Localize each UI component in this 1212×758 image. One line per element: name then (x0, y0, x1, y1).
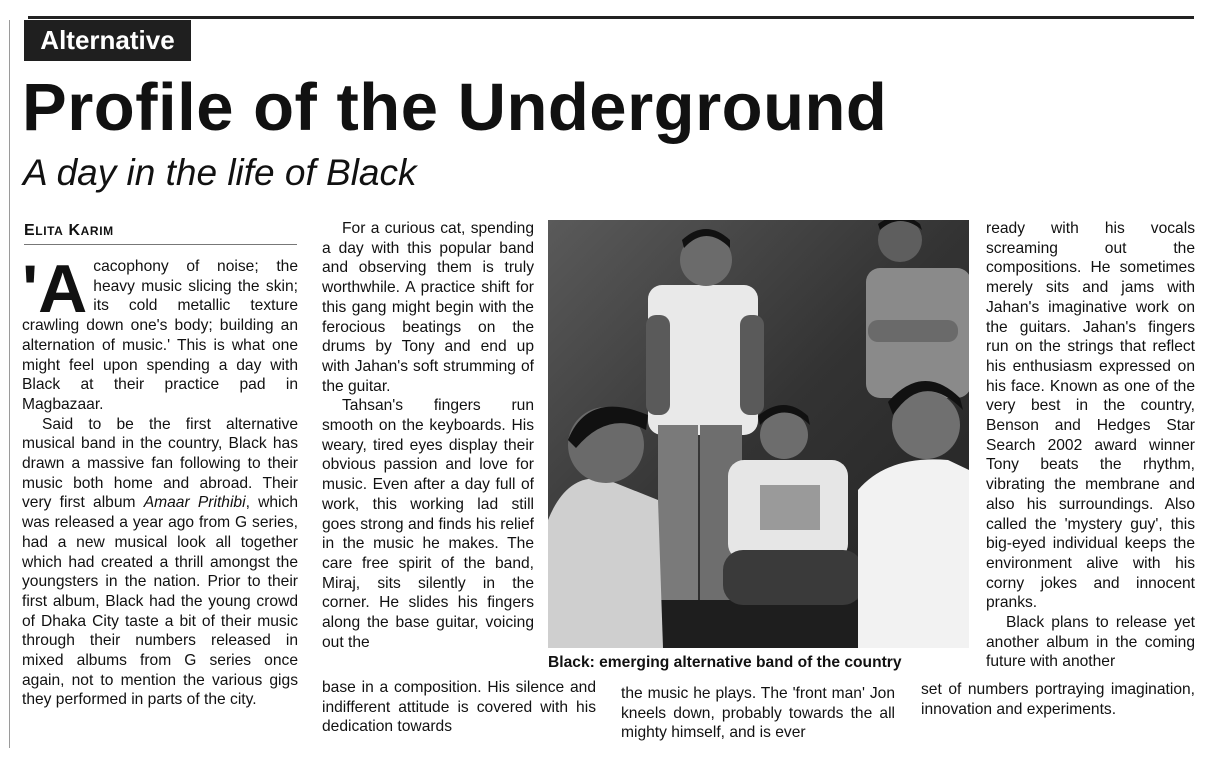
section-tag: Alternative (24, 20, 191, 61)
top-rule (28, 16, 1194, 19)
article-column-2 (322, 219, 534, 652)
paragraph-text: , which was released a year ago from G series, had a new musical look all together which had created a thrill amongst the youngsters in the nation. Prior to their first album, Black had the young crowd of Dhaka City taste a bit of their music through their numbers released in mixed albums from G series once again, not to mention the various gigs they performed in parts of the city. (22, 494, 298, 709)
paragraph-text: Said to be the first alternative musical band in the country, Black has drawn a massive fan following to their music both home and abroad. Their very first album (22, 415, 298, 512)
paragraph (22, 415, 298, 711)
article-column-4-bottom: set of numbers portraying imagination, innovation and experiments. (921, 681, 1195, 718)
article-column-3-bottom: the music he plays. The 'front man' Jon kneels down, probably towards the all mighty himself, and is ever (621, 685, 895, 742)
album-title: Amaar Prithibi (143, 494, 246, 512)
article-column-4 (986, 219, 1195, 672)
paragraph: cacophony of noise; the heavy music slicing the skin; its cold metallic texture crawling down one's body; building an alternation of music.' This is what one might feel upon spending a day with Black at their practice pad in Magbazaar. (22, 258, 298, 413)
byline-last-initial: K (68, 222, 81, 239)
byline (24, 220, 297, 245)
band-photo-illustration (548, 220, 969, 648)
byline-first-rest: LITA (35, 224, 64, 238)
paragraph: ready with his vocals screaming out the compositions. He sometimes merely sits and jams with Jahan's imaginative work on the guitars. Jahan's fingers run on the strings that reflect his enthusiasm expressed on his face. Known as one of the very best in the country, Benson and Hedges Star Search 2002 award winner Tony beats the rhythm, vibrating the membrane and also his surroundings. Also called the 'mystery guy', this big-eyed individual keeps the environment alive with his corny jokes and innocent pranks. (986, 220, 1195, 612)
byline-first-initial: E (24, 222, 36, 239)
drop-cap: 'A (22, 251, 88, 327)
paragraph: For a curious cat, spending a day with this popular band and observing them is truly worthwhile. A practice shift for this gang might begin with the ferocious beatings on the drums by Tony and end up with Jahan's soft strumming of the guitar. (322, 220, 534, 395)
subheadline: A day in the life of Black (23, 152, 417, 193)
byline-last-rest: ARIM (80, 224, 114, 238)
paragraph: Black plans to release yet another album in the coming future with another (986, 614, 1195, 671)
left-rule (9, 20, 10, 748)
article-column-1 (22, 251, 298, 710)
paragraph: Tahsan's fingers run smooth on the keyboards. His weary, tired eyes display their obvious passion and love for music. Even after a day full of work, this working lad still goes strong and finds his relief in the music he makes. The care free spirit of the band, Miraj, sits silently in the corner. He slides his fingers along the base guitar, voicing out the (322, 397, 534, 651)
band-photo (548, 220, 969, 648)
headline: Profile of the Underground (22, 70, 888, 145)
article-column-2-bottom: base in a composition. His silence and indifferent attitude is covered with his dedication towards (322, 679, 596, 736)
photo-caption: Black: emerging alternative band of the country (548, 654, 902, 671)
